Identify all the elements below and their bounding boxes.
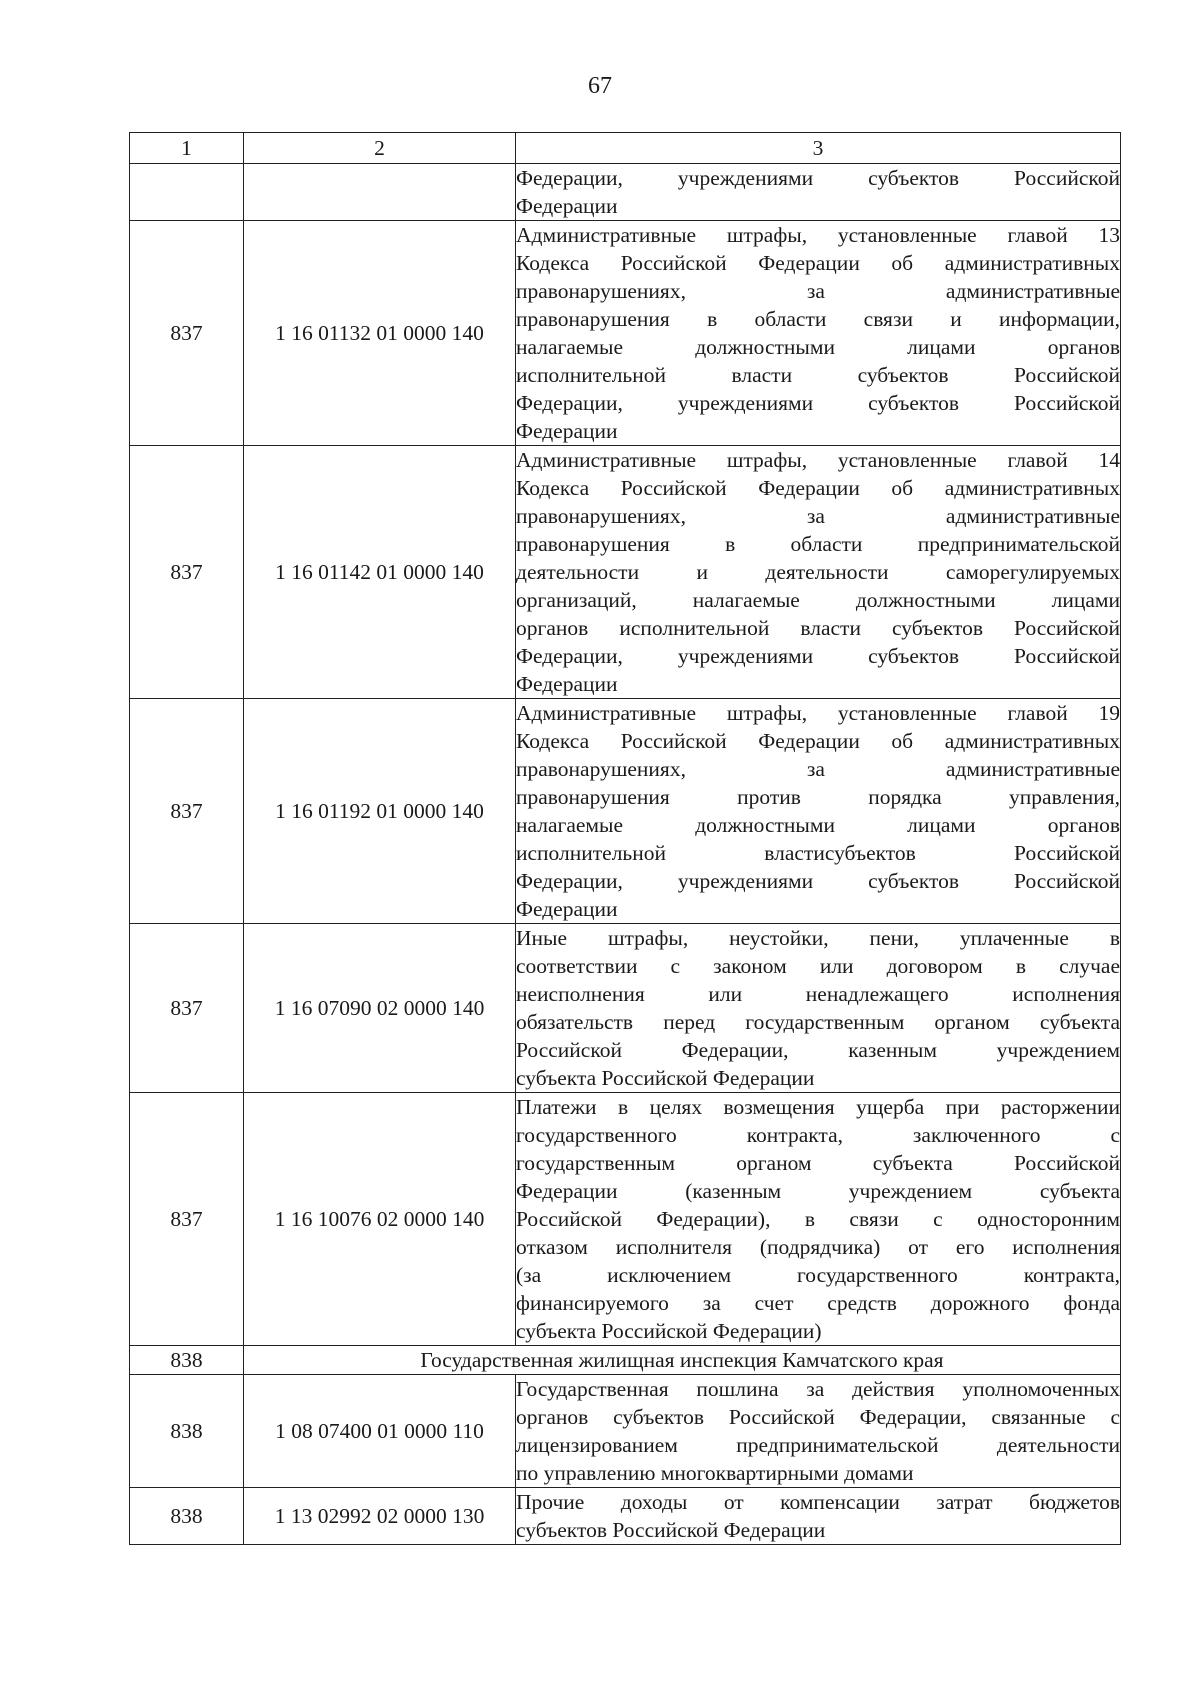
table-row xyxy=(130,699,1121,924)
table-row xyxy=(130,164,1121,221)
description-line: обязательств перед государственным органом субъекта xyxy=(516,1010,1120,1034)
description-line: Федерации, учреждениями субъектов Российской xyxy=(516,166,1120,190)
description-line: Федерации, учреждениями субъектов Российской xyxy=(516,644,1120,668)
description-last-line: по управлению многоквартирными домами xyxy=(516,1461,914,1485)
description-last-line: субъектов Российской Федерации xyxy=(516,1518,826,1542)
admin-code-cell: 838 xyxy=(130,1346,244,1375)
description-last-line: Федерации xyxy=(516,419,618,443)
description-line: Кодекса Российской Федерации об административных xyxy=(516,729,1120,753)
admin-code-cell: 837 xyxy=(130,1093,244,1346)
revenue-code-cell: 1 13 02992 02 0000 130 xyxy=(244,1488,516,1545)
column-header-2: 2 xyxy=(244,133,516,164)
revenue-code-cell: 1 16 01192 01 0000 140 xyxy=(244,699,516,924)
description-line: правонарушениях, за административные xyxy=(516,279,1120,303)
section-title-cell: Государственная жилищная инспекция Камчатского края xyxy=(244,1346,1121,1375)
page-number: 67 xyxy=(588,73,612,99)
revenue-code-cell: 1 16 01132 01 0000 140 xyxy=(244,221,516,446)
description-line: Административные штрафы, установленные главой 13 xyxy=(516,223,1120,247)
table-row xyxy=(130,1093,1121,1346)
description-line: Кодекса Российской Федерации об административных xyxy=(516,251,1120,275)
description-line: налагаемые должностными лицами органов xyxy=(516,813,1120,837)
section-row xyxy=(130,1346,1121,1375)
description-line: организаций, налагаемые должностными лицами xyxy=(516,588,1120,612)
description-line: (за исключением государственного контракта, xyxy=(516,1263,1120,1287)
revenue-code-cell: 1 16 10076 02 0000 140 xyxy=(244,1093,516,1346)
description-line: деятельности и деятельности саморегулируемых xyxy=(516,560,1120,584)
admin-code-cell: 838 xyxy=(130,1375,244,1488)
description-cell xyxy=(516,446,1121,699)
description-line: неисполнения или ненадлежащего исполнения xyxy=(516,982,1120,1006)
description-line: отказом исполнителя (подрядчика) от его исполнения xyxy=(516,1235,1120,1259)
table-row xyxy=(130,1375,1121,1488)
description-line: Административные штрафы, установленные главой 19 xyxy=(516,701,1120,725)
description-line: Федерации, учреждениями субъектов Российской xyxy=(516,391,1120,415)
description-line: Государственная пошлина за действия уполномоченных xyxy=(516,1377,1120,1401)
description-line: финансируемого за счет средств дорожного фонда xyxy=(516,1291,1120,1315)
description-line: Кодекса Российской Федерации об административных xyxy=(516,476,1120,500)
description-cell xyxy=(516,1093,1121,1346)
description-line: Административные штрафы, установленные главой 14 xyxy=(516,448,1120,472)
description-line: правонарушения в области связи и информации, xyxy=(516,307,1120,331)
column-header-1: 1 xyxy=(130,133,244,164)
description-line: Российской Федерации, казенным учреждением xyxy=(516,1038,1120,1062)
table-row xyxy=(130,924,1121,1093)
admin-code-cell xyxy=(130,164,244,221)
description-line: органов субъектов Российской Федерации, связанные с xyxy=(516,1405,1120,1429)
description-line: Российской Федерации), в связи с односторонним xyxy=(516,1207,1120,1231)
description-line: Платежи в целях возмещения ущерба при расторжении xyxy=(516,1095,1120,1119)
table-row xyxy=(130,1488,1121,1545)
description-line: исполнительной власти субъектов Российской xyxy=(516,363,1120,387)
description-cell xyxy=(516,221,1121,446)
table-body xyxy=(130,164,1121,1545)
admin-code-cell: 837 xyxy=(130,221,244,446)
description-line: Прочие доходы от компенсации затрат бюджетов xyxy=(516,1490,1120,1514)
description-cell xyxy=(516,699,1121,924)
admin-code-cell: 837 xyxy=(130,699,244,924)
description-cell xyxy=(516,164,1121,221)
revenue-code-cell: 1 16 01142 01 0000 140 xyxy=(244,446,516,699)
description-cell xyxy=(516,1375,1121,1488)
description-line: правонарушениях, за административные xyxy=(516,757,1120,781)
description-last-line: субъекта Российской Федерации xyxy=(516,1066,815,1090)
description-last-line: субъекта Российской Федерации) xyxy=(516,1319,822,1343)
description-line: Федерации, учреждениями субъектов Российской xyxy=(516,869,1120,893)
description-cell xyxy=(516,1488,1121,1545)
revenue-code-cell: 1 16 07090 02 0000 140 xyxy=(244,924,516,1093)
description-line: государственным органом субъекта Российской xyxy=(516,1151,1120,1175)
revenue-code-cell xyxy=(244,164,516,221)
description-last-line: Федерации xyxy=(516,194,618,218)
admin-code-cell: 837 xyxy=(130,446,244,699)
description-line: правонарушения против порядка управления, xyxy=(516,785,1120,809)
table-row xyxy=(130,446,1121,699)
description-line: соответствии с законом или договором в случае xyxy=(516,954,1120,978)
table-row xyxy=(130,221,1121,446)
description-cell xyxy=(516,924,1121,1093)
admin-code-cell: 837 xyxy=(130,924,244,1093)
description-line: правонарушения в области предпринимательской xyxy=(516,532,1120,556)
revenue-code-cell: 1 08 07400 01 0000 110 xyxy=(244,1375,516,1488)
table-header-row xyxy=(130,133,1121,164)
description-last-line: Федерации xyxy=(516,672,618,696)
description-line: лицензированием предпринимательской деятельности xyxy=(516,1433,1120,1457)
description-line: исполнительной властисубъектов Российской xyxy=(516,841,1120,865)
description-line: Иные штрафы, неустойки, пени, уплаченные в xyxy=(516,926,1120,950)
description-line: государственного контракта, заключенного с xyxy=(516,1123,1120,1147)
description-line: налагаемые должностными лицами органов xyxy=(516,335,1120,359)
column-header-3: 3 xyxy=(516,133,1121,164)
revenue-codes-table xyxy=(129,132,1121,1545)
description-line: органов исполнительной власти субъектов Российской xyxy=(516,616,1120,640)
description-line: правонарушениях, за административные xyxy=(516,504,1120,528)
description-last-line: Федерации xyxy=(516,897,618,921)
description-line: Федерации (казенным учреждением субъекта xyxy=(516,1179,1120,1203)
admin-code-cell: 838 xyxy=(130,1488,244,1545)
